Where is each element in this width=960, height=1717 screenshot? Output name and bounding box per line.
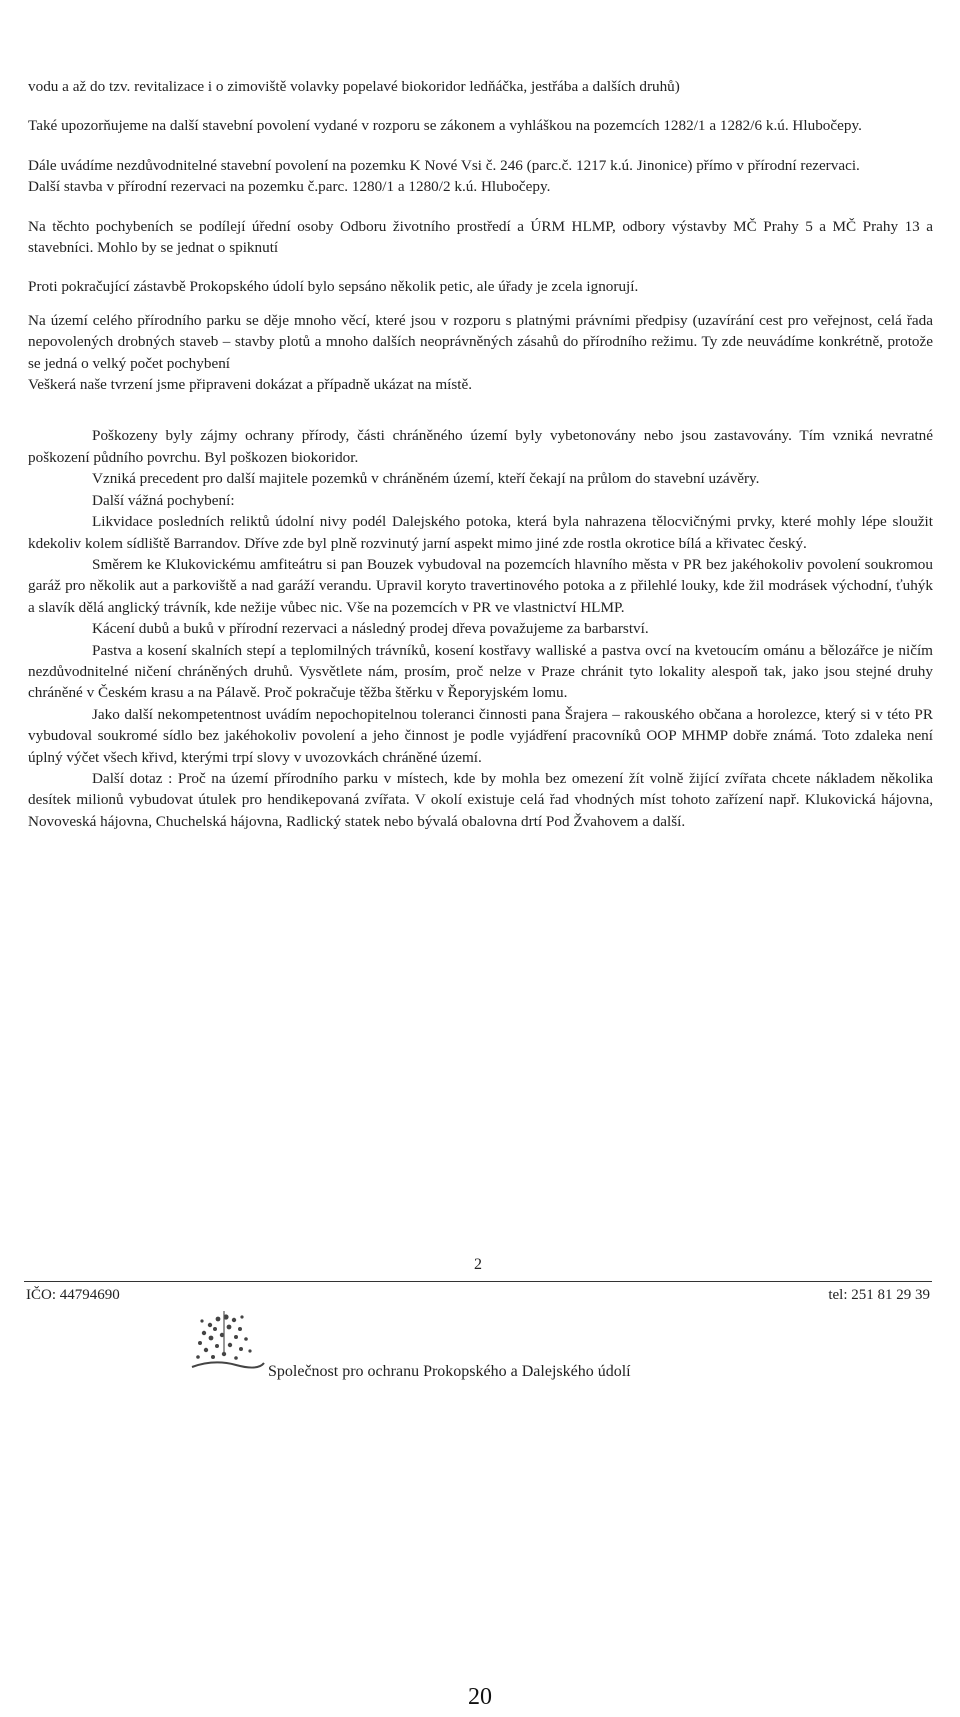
paragraph: Další stavba v přírodní rezervaci na pozemku č.parc. 1280/1 a 1280/2 k.ú. Hlubočepy. bbox=[28, 178, 551, 196]
footer-ico: IČO: 44794690 bbox=[26, 1287, 120, 1303]
paragraph: Pastva a kosení skalních stepí a teplomilných trávníků, kosení kostřavy walliské a pastva ovcí na kvetoucím ománu a bělozářce je ničím nezdůvodnitelné ničení chráněných druhů. Vysvětlete nám, prosím, proč nelze v Praze chránit tyto lokality alespoň tak, jako jsou stejné druhy chráněné v Českém krasu a na Pálavě. Proč pokračuje těžba štěrku v Řeporyjském lomu. bbox=[28, 641, 933, 702]
paragraph: Další vážná pochybení: bbox=[92, 491, 235, 509]
paragraph: Směrem ke Klukovickému amfiteátru si pan Bouzek vybudoval na pozemcích hlavního města v PR bez jakéhokoliv povolení soukromou garáž pro několik aut a parkoviště a nad garáží verandu. Upravil koryto travertinového potoka a z přilehlé louky, kde žil modrásek východní, ťuhýk a slavík dělá anglický trávník, kde nežije vůbec nic. Vše na pozemcích v PR ve vlastnictví HLMP. bbox=[28, 555, 933, 616]
paragraph: Dále uvádíme nezdůvodnitelné stavební povolení na pozemku K Nové Vsi č. 246 (parc.č. 1217 k.ú. Jinonice) přímo v přírodní rezervaci. bbox=[28, 156, 860, 174]
page-number: 20 bbox=[468, 1684, 492, 1710]
paragraph: Veškerá naše tvrzení jsme připraveni dokázat a případně ukázat na místě. bbox=[28, 376, 473, 394]
letter-body bbox=[28, 76, 933, 832]
paragraph: Také upozorňujeme na další stavební povolení vydané v rozporu se zákonem a vyhláškou na pozemcích 1282/1 a 1282/6 k.ú. Hlubočepy. bbox=[28, 117, 862, 135]
paragraph: Na těchto pochybeních se podílejí úřední osoby Odboru životního prostředí a ÚRM HLMP, odbory výstavby MČ Prahy 5 a MČ Prahy 13 a stavebníci. Mohlo by se jednat o spiknutí bbox=[28, 217, 933, 257]
paragraph: Kácení dubů a buků v přírodní rezervaci a následný prodej dřeva považujeme za barbarství. bbox=[92, 620, 649, 638]
footer-tel: tel: 251 81 29 39 bbox=[828, 1287, 930, 1303]
paragraph: Likvidace posledních reliktů údolní nivy podél Dalejského potoka, která byla nahrazena tělocvičnými prvky, které mohly lépe sloužit kdekoliv kolem sídliště Barrandov. Dříve zde byl plně rozvinutý jarní aspekt mimo jiné zde rostla okrotice bílá a křivatec český. bbox=[28, 513, 933, 552]
paragraph: Na území celého přírodního parku se děje mnoho věcí, které jsou v rozporu s platnými právními předpisy (uzavírání cest pro veřejnost, celá řada nepovolených drobných staveb – stavby plotů a mnoho dalších neoprávněných zásahů do přírodního režimu. Ty zde neuvádíme konkrétně, protože se jedná o velký počet pochybení bbox=[28, 311, 933, 372]
paragraph: vodu a až do tzv. revitalizace i o zimoviště volavky popelavé biokoridor ledňáčka, jestřába a dalších druhů) bbox=[28, 78, 680, 95]
paragraph: Jako další nekompetentnost uvádím nepochopitelnou toleranci činnosti pana Šrajera – rakouského občana a horolezce, který si v této PR vybudoval soukromé sídlo bez jakéhokoliv povolení a jeho činnost je podle vyjádření pracovníků OOP MHMP dobře známá. Toto zdaleka není úplný výčet všech křivd, kterými trpí slovy v uvozovkách chráněné území. bbox=[28, 705, 933, 766]
society-logo-icon bbox=[184, 1305, 268, 1375]
page-number-small: 2 bbox=[474, 1256, 482, 1273]
footer-divider bbox=[24, 1281, 932, 1282]
paragraph: Poškozeny byly zájmy ochrany přírody, části chráněného území byly vybetonovány nebo jsou zastavovány. Tím vzniká nevratné poškození půdního povrchu. Byl poškozen biokoridor. bbox=[28, 427, 933, 466]
organization-name: Společnost pro ochranu Prokopského a Dalejského údolí bbox=[268, 1363, 631, 1380]
paragraph: Vzniká precedent pro další majitele pozemků v chráněném území, kteří čekají na průlom do stavební uzávěry. bbox=[92, 470, 760, 488]
paragraph: Proti pokračující zástavbě Prokopského údolí bylo sepsáno několik petic, ale úřady je zcela ignorují. bbox=[28, 278, 639, 296]
paragraph: Další dotaz : Proč na území přírodního parku v místech, kde by mohla bez omezení žít volně žijící zvířata chcete nákladem několika desítek milionů vybudovat útulek pro hendikepovaná zvířata. V okolí existuje celá řad vhodných míst tohoto zařízení např. Klukovická hájovna, Novoveská hájovna, Chuchelská hájovna, Radlický statek nebo bývalá obalovna drtí Pod Žvahovem a další. bbox=[28, 769, 933, 830]
